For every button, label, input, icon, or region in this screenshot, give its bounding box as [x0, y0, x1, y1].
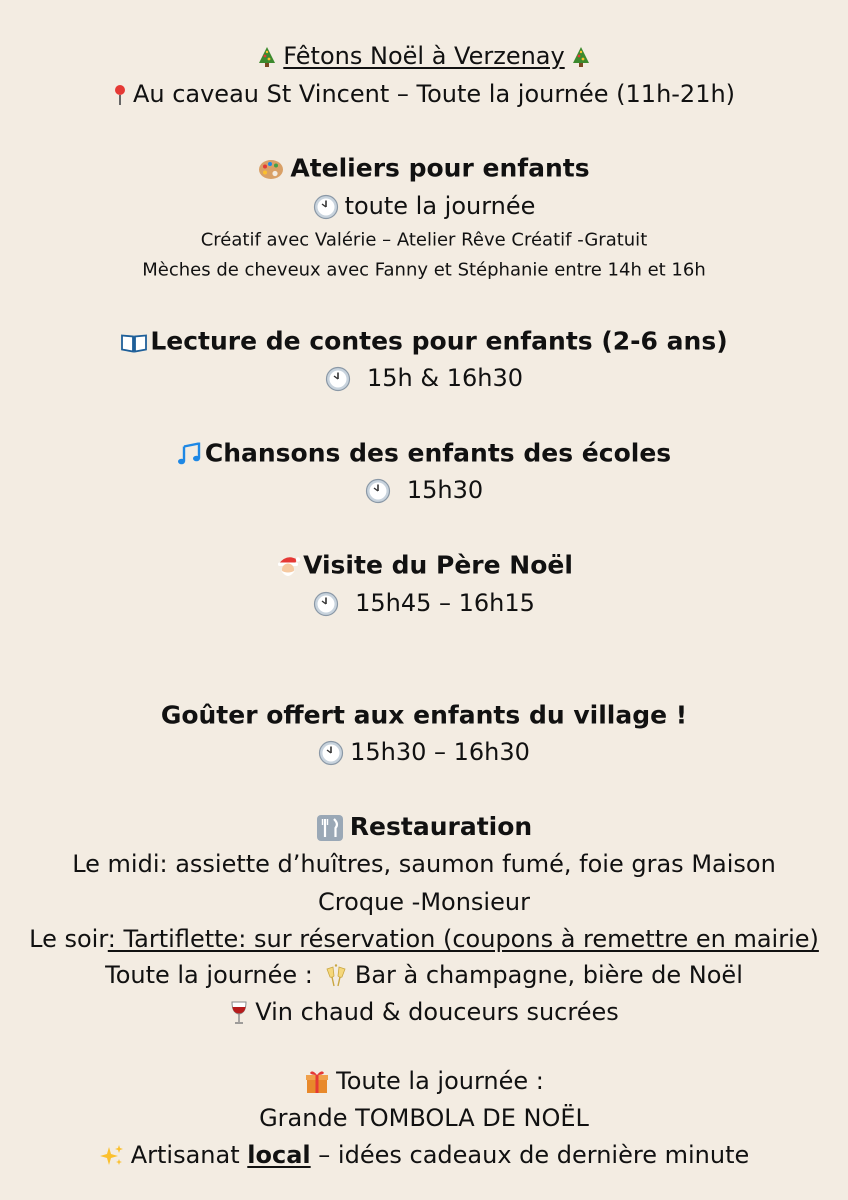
restauration-midi: Le midi: assiette d’huîtres, saumon fumé, foie gras Maison — [72, 850, 776, 878]
chansons-time: 15h30 — [406, 476, 484, 504]
ateliers-time-line — [0, 192, 848, 220]
tombola-journee-line — [0, 1067, 848, 1095]
visite-heading — [0, 551, 848, 580]
vin-text: Vin chaud & douceurs sucrées — [255, 998, 619, 1026]
clock-icon — [313, 194, 339, 220]
palette-icon — [258, 159, 284, 181]
christmas-tree-icon — [571, 46, 591, 68]
restauration-croque: Croque -Monsieur — [318, 888, 530, 916]
clock-icon — [313, 591, 339, 617]
champagne-icon — [323, 963, 349, 989]
ateliers-line-2: Mèches de cheveux avec Fanny et Stéphanie entre 14h et 16h — [142, 259, 706, 281]
fork-knife-icon — [316, 814, 344, 842]
chansons-time-line — [0, 476, 848, 504]
restauration-journee-line — [0, 961, 848, 989]
visite-time: 15h45 – 16h15 — [355, 589, 535, 617]
clock-icon — [325, 366, 351, 392]
gouter-time: 15h30 – 16h30 — [350, 738, 530, 766]
book-icon — [120, 332, 148, 354]
wine-glass-icon — [229, 1000, 249, 1026]
gouter-title: Goûter offert aux enfants du village ! — [160, 700, 688, 730]
restauration-soir-line — [0, 925, 848, 953]
chansons-title: Chansons des enfants des écoles — [204, 438, 672, 468]
lecture-heading — [0, 327, 848, 356]
artisanat-local: local — [247, 1141, 311, 1169]
ateliers-time: toute la journée — [344, 192, 536, 220]
tombola-text: Grande TOMBOLA DE NOËL — [259, 1104, 589, 1132]
clock-icon — [365, 478, 391, 504]
lecture-title: Lecture de contes pour enfants (2-6 ans) — [150, 326, 728, 356]
visite-time-line — [0, 589, 848, 617]
artisanat-prefix: Artisanat — [130, 1141, 240, 1169]
flyer-title-line — [0, 42, 848, 70]
christmas-tree-icon — [257, 46, 277, 68]
music-notes-icon — [177, 443, 203, 467]
location-line — [0, 80, 848, 108]
ateliers-heading — [0, 154, 848, 183]
ateliers-line-1: Créatif avec Valérie – Atelier Rêve Créatif -Gratuit — [200, 229, 648, 251]
restauration-heading — [0, 812, 848, 842]
location-text: Au caveau St Vincent – Toute la journée (11h-21h) — [132, 80, 736, 108]
ateliers-title: Ateliers pour enfants — [290, 153, 590, 183]
gift-icon — [304, 1069, 330, 1095]
pin-icon — [113, 84, 127, 106]
journee-details: Bar à champagne, bière de Noël — [354, 961, 743, 989]
clock-icon — [318, 740, 344, 766]
lecture-time: 15h & 16h30 — [366, 364, 523, 392]
tombola-journee: Toute la journée : — [336, 1067, 544, 1095]
lecture-time-line — [0, 364, 848, 392]
santa-icon — [275, 554, 301, 580]
flyer-title: Fêtons Noël à Verzenay — [283, 42, 565, 70]
soir-details: : Tartiflette: sur réservation (coupons à remettre en mairie) — [107, 925, 819, 953]
journee-prefix: Toute la journée : — [105, 961, 313, 989]
artisanat-line — [0, 1141, 848, 1169]
gouter-time-line — [0, 738, 848, 766]
visite-title: Visite du Père Noël — [303, 550, 573, 580]
sparkles-icon — [99, 1143, 125, 1169]
artisanat-rest: – idées cadeaux de dernière minute — [318, 1141, 750, 1169]
soir-prefix: Le soir — [29, 925, 108, 953]
restauration-vin-line — [0, 998, 848, 1026]
restauration-title: Restauration — [349, 812, 533, 841]
chansons-heading — [0, 439, 848, 468]
